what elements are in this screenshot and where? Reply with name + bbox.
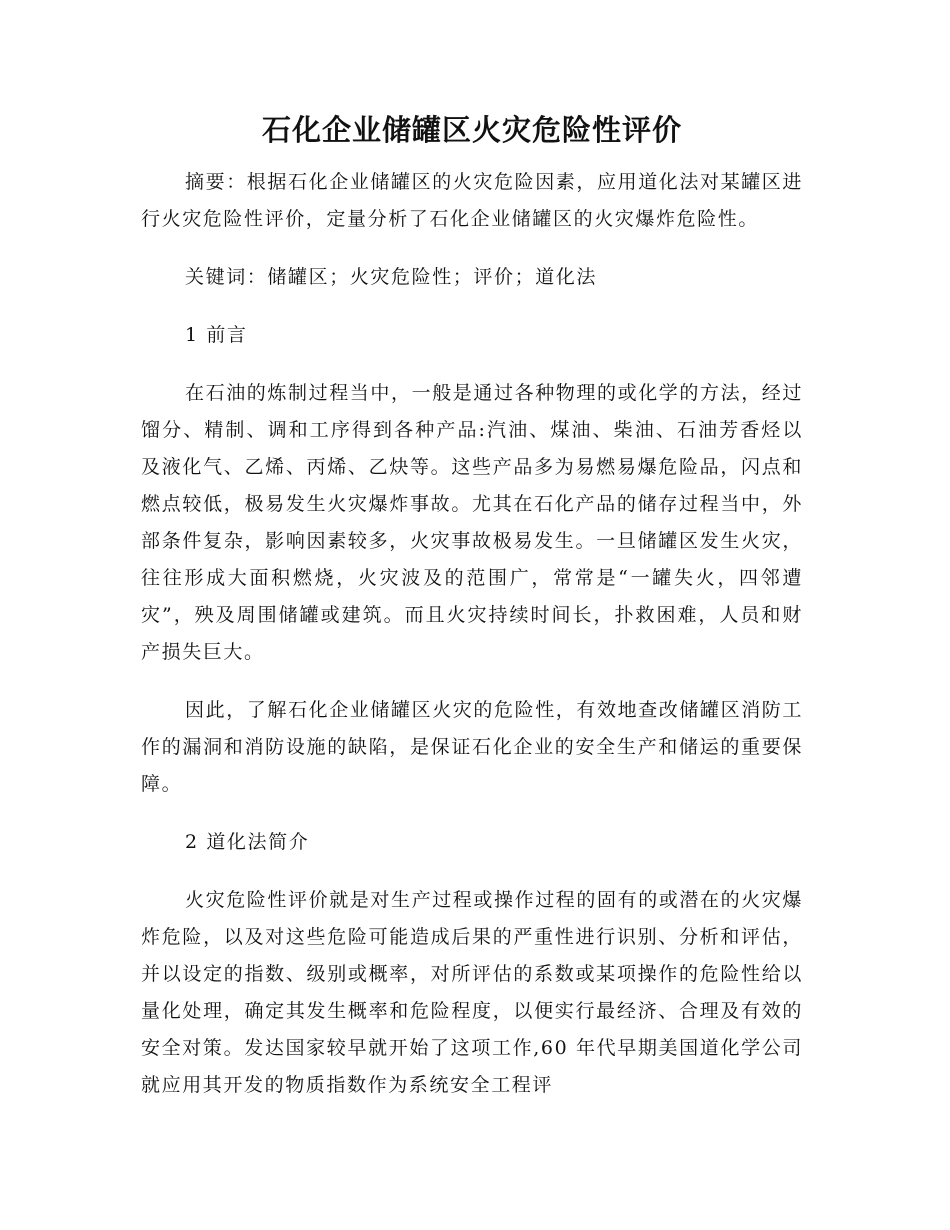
- section-2-paragraph-1: 火灾危险性评价就是对生产过程或操作过程的固有的或潜在的火灾爆炸危险，以及对这些危险可能造成后果的严重性进行识别、分析和评估，并以设定的指数、级别或概率，对所评估的系数或某项操作的危险性给以量化处理，确定其发生概率和危险程度，以便实行最经济、合理及有效的安全对策。发达国家较早就开始了这项工作,60 年代早期美国道化学公司就应用其开发的物质指数作为系统安全工程评: [141, 889, 804, 1096]
- document-page: [141, 108, 803, 1125]
- abstract-paragraph: 摘要：根据石化企业储罐区的火灾危险因素，应用道化法对某罐区进行火灾危险性评价，定量分析了石化企业储罐区的火灾爆炸危险性。: [141, 171, 804, 230]
- section-2-heading: 2 道化法简介: [185, 831, 310, 853]
- document-title: 石化企业储罐区火灾危险性评价: [261, 113, 682, 147]
- section-1-paragraph-1: 在石油的炼制过程当中，一般是通过各种物理的或化学的方法，经过馏分、精制、调和工序得到各种产品:汽油、煤油、柴油、石油芳香烃以及液化气、乙烯、丙烯、乙炔等。这些产品多为易燃易爆危险品，闪点和燃点较低，极易发生火灾爆炸事故。尤其在石化产品的储存过程当中，外部条件复杂，影响因素较多，火灾事故极易发生。一旦储罐区发生火灾，往往形成大面积燃烧，火灾波及的范围广，常常是“一罐失火，四邻遭灾”，殃及周围储罐或建筑。而且火灾持续时间长，扑救困难，人员和财产损失巨大。: [141, 382, 804, 663]
- section-1-paragraph-2: 因此，了解石化企业储罐区火灾的危险性，有效地查改储罐区消防工作的漏洞和消防设施的缺陷，是保证石化企业的安全生产和储运的重要保障。: [141, 699, 804, 795]
- keywords-line: 关键词：储罐区；火灾危险性；评价；道化法: [185, 266, 598, 288]
- section-1-heading: 1 前言: [185, 324, 248, 346]
